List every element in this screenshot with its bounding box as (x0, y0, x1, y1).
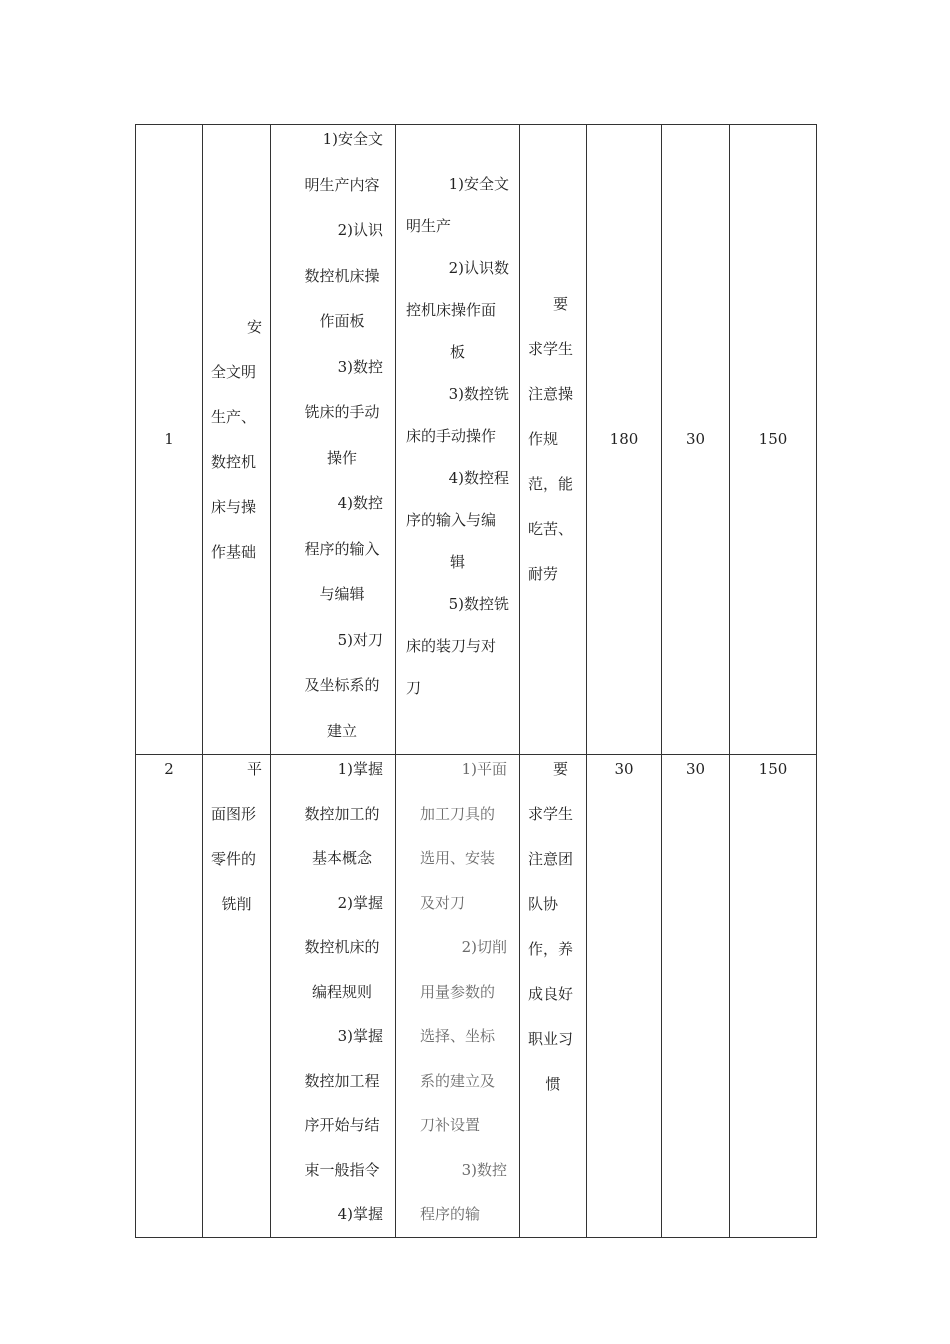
cell-line: 数控机 (211, 452, 257, 471)
hours-theory: 30 (662, 755, 730, 1238)
cell-line: 求学生 (528, 340, 574, 358)
cell-line: 束一般指令 (304, 1160, 380, 1179)
cell-line: 成良好 (528, 985, 574, 1003)
training-content-cell (396, 125, 520, 755)
cell-line: 刀补设置 (420, 1116, 481, 1134)
cell-line: 全文明 (211, 362, 257, 381)
module-name (211, 747, 262, 927)
cell-line: 编程规则 (311, 982, 372, 1001)
hours-total: 30 (587, 755, 662, 1238)
cell-line: 加工刀具的 (420, 804, 496, 823)
cell-line: 惯 (545, 1075, 561, 1093)
cell-line: 床与操 (211, 497, 257, 516)
cell-line: 2)掌握 (337, 893, 383, 912)
requirement (528, 747, 578, 1107)
cell-line: 序开始与结 (304, 1116, 380, 1134)
cell-line: 耐劳 (528, 565, 559, 583)
cell-line: 及对刀 (420, 893, 466, 912)
cell-line: 1)安全文 (448, 174, 509, 193)
cell-line: 与编辑 (319, 585, 365, 603)
cell-line: 范，能 (528, 475, 574, 493)
course-table (135, 124, 817, 1238)
cell-line: 板 (449, 342, 465, 361)
teaching-content-cell (271, 125, 396, 755)
cell-line: 安 (246, 317, 262, 336)
hours-practice: 150 (730, 125, 817, 755)
training-content (420, 747, 507, 1237)
cell-line: 2)认识 (337, 221, 383, 239)
requirement (528, 282, 578, 597)
training-content (406, 163, 509, 709)
cell-line: 辑 (449, 552, 465, 571)
cell-line: 明生产 (406, 216, 452, 235)
cell-line: 床的装刀与对 (406, 636, 497, 655)
cell-line: 职业习 (528, 1030, 574, 1048)
module-name (211, 305, 262, 575)
cell-line: 数控机床的 (304, 938, 380, 956)
cell-line: 面图形 (211, 805, 257, 823)
cell-line: 作基础 (211, 542, 257, 561)
teaching-content-cell (271, 755, 396, 1238)
cell-line: 床的手动操作 (406, 426, 497, 445)
cell-line: 要 (552, 295, 568, 313)
cell-line: 生产、 (211, 407, 257, 426)
cell-line: 铣床的手动 (304, 403, 380, 421)
cell-line: 3)数控 (337, 357, 383, 376)
cell-line: 程序的输 (420, 1205, 481, 1223)
cell-line: 2)认识数 (448, 258, 509, 277)
module-name-cell (203, 125, 271, 755)
cell-line: 4)数控程 (448, 468, 509, 487)
teaching-content (301, 117, 383, 754)
training-content-cell (396, 755, 520, 1238)
cell-line: 作规 (528, 430, 559, 448)
cell-line: 建立 (326, 721, 357, 740)
hours-practice: 150 (730, 755, 817, 1238)
requirement-cell (520, 755, 587, 1238)
cell-line: 1)平面 (461, 760, 507, 778)
hours-total: 180 (587, 125, 662, 755)
cell-line: 基本概念 (311, 849, 372, 867)
cell-line: 及坐标系的 (304, 676, 380, 694)
cell-line: 刀 (406, 678, 422, 697)
cell-line: 平 (246, 760, 262, 778)
cell-line: 求学生 (528, 805, 574, 823)
cell-line: 序的输入与编 (406, 510, 497, 529)
cell-line: 数控加工的 (304, 804, 380, 823)
table-row (136, 125, 817, 755)
cell-line: 作，养 (528, 940, 574, 958)
cell-line: 3)数控铣 (448, 384, 509, 403)
cell-line: 选用、安装 (420, 849, 496, 867)
hours-theory: 30 (662, 125, 730, 755)
cell-line: 队协 (528, 895, 559, 913)
cell-line: 5)数控铣 (448, 594, 509, 613)
cell-line: 3)掌握 (337, 1027, 383, 1045)
cell-line: 4)数控 (337, 494, 383, 512)
cell-line: 数控机床操 (304, 266, 380, 285)
cell-line: 1)安全文 (322, 130, 383, 148)
cell-line: 注意团 (528, 850, 574, 868)
cell-line: 注意操 (528, 385, 574, 403)
cell-line: 作面板 (319, 312, 365, 330)
cell-line: 铣削 (221, 895, 252, 913)
module-name-cell (203, 755, 271, 1238)
cell-line: 零件的 (211, 850, 257, 868)
cell-line: 2)切削 (461, 938, 507, 956)
cell-line: 选择、坐标 (420, 1027, 496, 1045)
cell-line: 明生产内容 (304, 175, 380, 194)
cell-line: 吃苦、 (528, 520, 574, 538)
cell-line: 程序的输入 (304, 539, 380, 558)
cell-line: 1)掌握 (337, 760, 383, 778)
cell-line: 3)数控 (461, 1160, 507, 1179)
cell-line: 要 (552, 760, 568, 778)
cell-line: 5)对刀 (337, 630, 383, 649)
cell-line: 系的建立及 (420, 1071, 496, 1090)
cell-line: 操作 (326, 448, 357, 467)
teaching-content (301, 747, 383, 1237)
cell-line: 4)掌握 (337, 1205, 383, 1223)
cell-line: 控机床操作面 (406, 300, 497, 319)
requirement-cell (520, 125, 587, 755)
row-index: 2 (136, 755, 203, 1238)
row-index: 1 (136, 125, 203, 755)
cell-line: 用量参数的 (420, 982, 496, 1001)
cell-line: 数控加工程 (304, 1071, 380, 1090)
table-row (136, 755, 817, 1238)
